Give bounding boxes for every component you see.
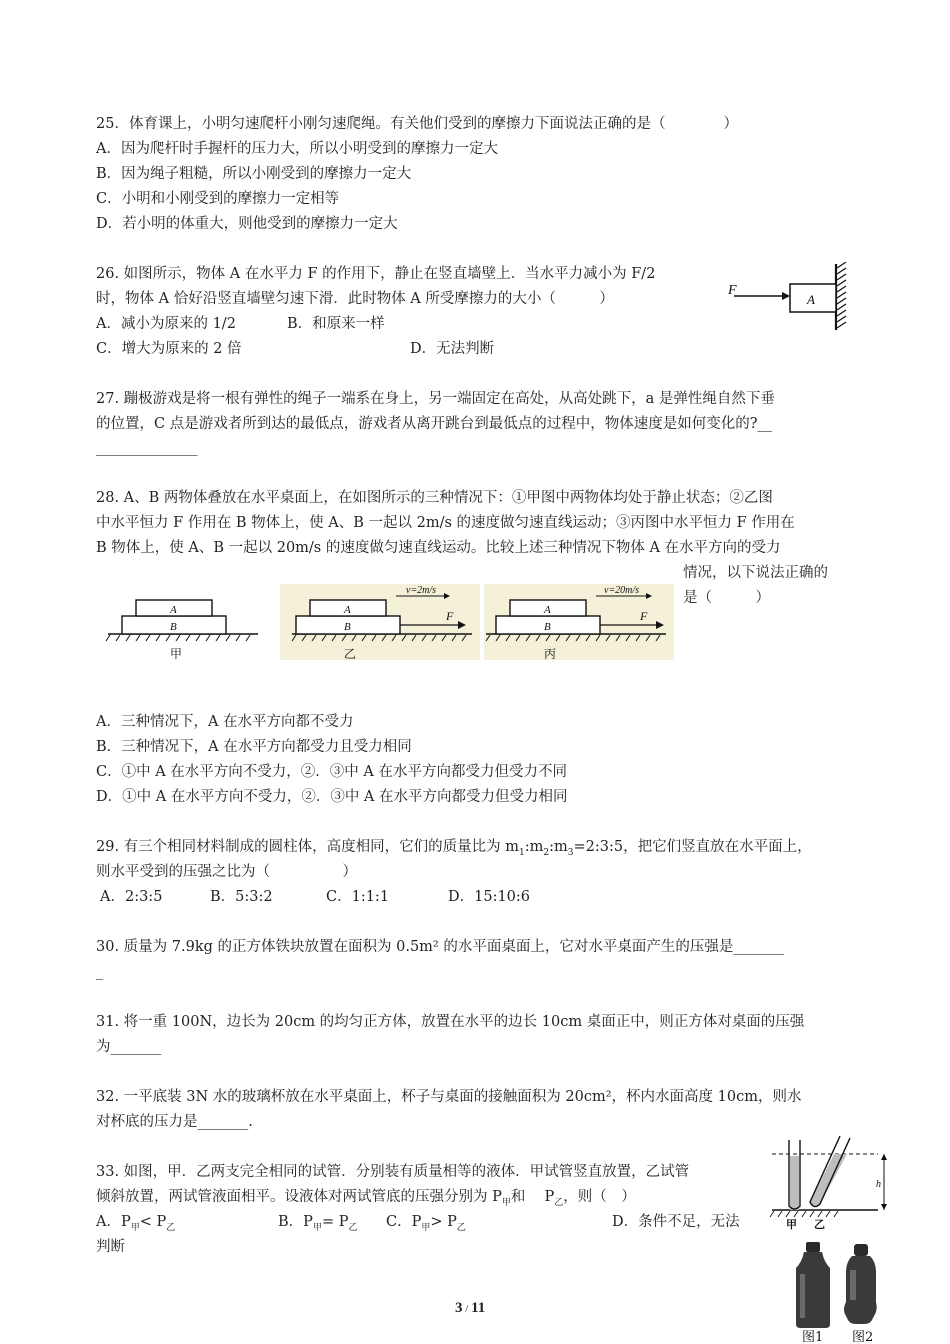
q26-figure-label-a: A (807, 292, 815, 307)
q25-option-c: C．小明和小刚受到的摩擦力一定相等 (96, 191, 340, 207)
q28-figure-bing-label-f: F (640, 609, 648, 623)
bottle-caption-1: 图1 (802, 1330, 824, 1344)
q25-option-d: D．若小明的体重大，则他受到的摩擦力一定大 (96, 216, 398, 232)
q33-option-c-text: C．P (386, 1214, 422, 1230)
q33-option-c-op: > P (430, 1214, 457, 1230)
page-total: 11 (471, 1300, 486, 1316)
q29-stem-colon-1: :m (524, 839, 544, 855)
q28-figure-bing-velocity: v=20m/s (604, 585, 640, 596)
q33-option-c-sub-jia: 甲 (421, 1222, 431, 1233)
q28-option-d: D．①中 A 在水平方向不受力，②．③中 A 在水平方向都受力但受力相同 (96, 789, 568, 805)
q33-option-d: D．条件不足，无法 (612, 1214, 740, 1230)
q33-option-c (386, 1212, 466, 1238)
q28-figure-caption-yi: 乙 (344, 647, 357, 661)
q29-stem-text-a: 29. 有三个相同材料制成的圆柱体，高度相同，它们的质量比为 m (96, 839, 520, 855)
q29-subscript-1: 1 (519, 847, 525, 858)
q25-option-a: A．因为爬杆时手握杆的压力大，所以小明受到的摩擦力一定大 (96, 141, 498, 157)
q32-stem-line1: 32. 一平底装 3N 水的玻璃杯放在水平桌面上，杯子与桌面的接触面积为 20cm²，杯内水面高度 10cm，则水 (96, 1089, 802, 1105)
q28-figure-jia-label-b: B (170, 621, 177, 633)
q33-option-b-sub-yi: 乙 (348, 1222, 358, 1233)
q31-stem-line2: 为_______ (96, 1039, 162, 1055)
q28-stem-line4: 情况，以下说法正确的 (683, 565, 828, 581)
q29-option-b: B．5:3:2 (210, 889, 273, 905)
q28-figure-jia-label-a: A (170, 604, 177, 616)
q29-stem-line1 (96, 837, 812, 863)
q28-option-b: B．三种情况下，A 在水平方向都受力且受力相同 (96, 739, 412, 755)
q27-answer-blank: ______________ (96, 440, 198, 456)
q26-option-d: D．无法判断 (410, 341, 495, 357)
q28-figure-caption-jia: 甲 (170, 647, 183, 661)
bottle-caption-2: 图2 (852, 1330, 874, 1344)
q28-option-a: A．三种情况下，A 在水平方向都不受力 (96, 714, 354, 730)
q29-option-d: D．15:10:6 (448, 889, 531, 905)
q33-stem-line1: 33. 如图，甲．乙两支完全相同的试管．分别装有质量相等的液体．甲试管竖直放置，乙试管 (96, 1164, 690, 1180)
q33-option-a-op: < P (139, 1214, 167, 1230)
q28-figure-yi-label-f: F (446, 609, 454, 623)
q28-figure-yi-label-b: B (344, 621, 351, 633)
q28-figure-caption-bing: 丙 (544, 647, 557, 661)
q26-stem-line2: 时，物体 A 恰好沿竖直墙壁匀速下滑．此时物体 A 所受摩擦力的大小（ ） (96, 291, 614, 307)
page-separator: / (462, 1303, 472, 1315)
q33-option-b-sub-jia: 甲 (312, 1222, 322, 1233)
bottle-figures (790, 1240, 900, 1344)
q29-option-a: A．2:3:5 (100, 889, 163, 905)
q29-stem-text-b: =2:3:5，把它们竖直放在水平面上， (573, 839, 812, 855)
q31-stem-line1: 31. 将一重 100N，边长为 20cm 的均匀正方体，放置在水平的边长 10cm 桌面正中，则正方体对桌面的压强 (96, 1014, 805, 1030)
q28-figure-case-jia (106, 600, 258, 661)
q33-option-c-sub-yi: 乙 (456, 1222, 466, 1233)
q28-stem-line3: B 物体上，使 A、B 一起以 20m/s 的速度做匀速直线运动。比较上述三种情况下物体 A 在水平方向的受力 (96, 540, 781, 556)
q29-stem-line2: 则水平受到的压强之比为（ ） (96, 864, 357, 880)
bottle-figure-1 (796, 1242, 830, 1328)
q28-figure-bing-label-b: B (544, 621, 551, 633)
q29-stem-colon-2: :m (549, 839, 568, 855)
q29-subscript-2: 2 (543, 847, 550, 858)
q29-option-c: C．1:1:1 (326, 889, 390, 905)
q28-stem-line5: 是（ ） (683, 590, 770, 606)
q28-option-c: C．①中 A 在水平方向不受力，②．③中 A 在水平方向都受力但受力不同 (96, 764, 567, 780)
q28-stem-line1: 28. A、B 两物体叠放在水平桌面上，在如图所示的三种情况下：①甲图中两物体均处于静止状态；②乙图 (96, 490, 773, 506)
q33-subscript-yi: 乙 (554, 1197, 564, 1208)
q28-stem-line2: 中水平恒力 F 作用在 B 物体上，使 A、B 一起以 2m/s 的速度做匀速直线运动；③丙图中水平恒力 F 作用在 (96, 515, 795, 531)
q26-figure-label-f: F (728, 283, 737, 298)
q32-stem-line2: 对杯底的压力是_______. (96, 1114, 253, 1130)
q26-stem-line1: 26. 如图所示，物体 A 在水平力 F 的作用下，静止在竖直墙壁上．当水平力减小为 F/2 (96, 266, 656, 282)
q33-option-b-op: = P (321, 1214, 349, 1230)
q30-stem-line1: 30. 质量为 7.9kg 的正方体铁块放置在面积为 0.5m² 的水平面桌面上，它对水平桌面产生的压强是_______ (96, 939, 785, 955)
q26-option-c: C．增大为原来的 2 倍 (96, 341, 242, 357)
q27-stem-line1: 27. 蹦极游戏是将一根有弹性的绳子一端系在身上，另一端固定在高处，从高处跳下，a 是弹性绳自然下垂 (96, 391, 775, 407)
q28-figure-bing-label-a: A (544, 604, 551, 616)
q33-option-a-sub-jia: 甲 (130, 1222, 140, 1233)
q25-stem: 25．体育课上，小明匀速爬杆小刚匀速爬绳。有关他们受到的摩擦力下面说法正确的是（ ） (96, 116, 738, 132)
q33-stem-text-a: 倾斜放置，两试管液面相平。设液体对两试管底的压强分别为 P (96, 1189, 502, 1205)
q26-option-b: B．和原来一样 (287, 316, 385, 332)
q33-figure-label-h: h (876, 1179, 881, 1190)
page-current: 3 (455, 1300, 463, 1316)
q33-option-a-sub-yi: 乙 (166, 1222, 176, 1233)
q29-subscript-3: 3 (567, 847, 574, 858)
q33-stem-text-c: ，则（ ） (563, 1189, 636, 1205)
q33-option-a (96, 1212, 175, 1238)
q30-stem-line2: _ (96, 964, 104, 980)
q28-figure-yi-velocity: v=2m/s (406, 585, 437, 596)
q33-figure-caption-jia: 甲 (786, 1218, 797, 1231)
q33-option-b-text: B．P (278, 1214, 313, 1230)
q33-option-d-continued: 判断 (96, 1239, 125, 1255)
q25-option-b: B．因为绳子粗糙，所以小刚受到的摩擦力一定大 (96, 166, 412, 182)
q33-figure-test-tubes (768, 1132, 892, 1232)
bottle-figure-2 (844, 1244, 877, 1324)
q33-option-a-text: A．P (96, 1214, 131, 1230)
q28-figure-yi-label-a: A (344, 604, 351, 616)
q33-stem-text-b: 和 P (510, 1189, 555, 1205)
q33-option-b (278, 1212, 357, 1238)
q28-figure-three-cases (100, 582, 675, 666)
q26-figure-wall-block (722, 262, 856, 332)
q26-option-a: A．减小为原来的 1/2 (96, 316, 236, 332)
q33-stem-line2 (96, 1187, 636, 1213)
q33-subscript-jia: 甲 (501, 1197, 511, 1208)
page-number (455, 1298, 485, 1319)
q27-stem-line2: 的位置，C 点是游戏者所到达的最低点，游戏者从离开跳台到最低点的过程中，物体速度是如何变化的?__ (96, 416, 772, 432)
q33-figure-caption-yi: 乙 (814, 1218, 825, 1231)
